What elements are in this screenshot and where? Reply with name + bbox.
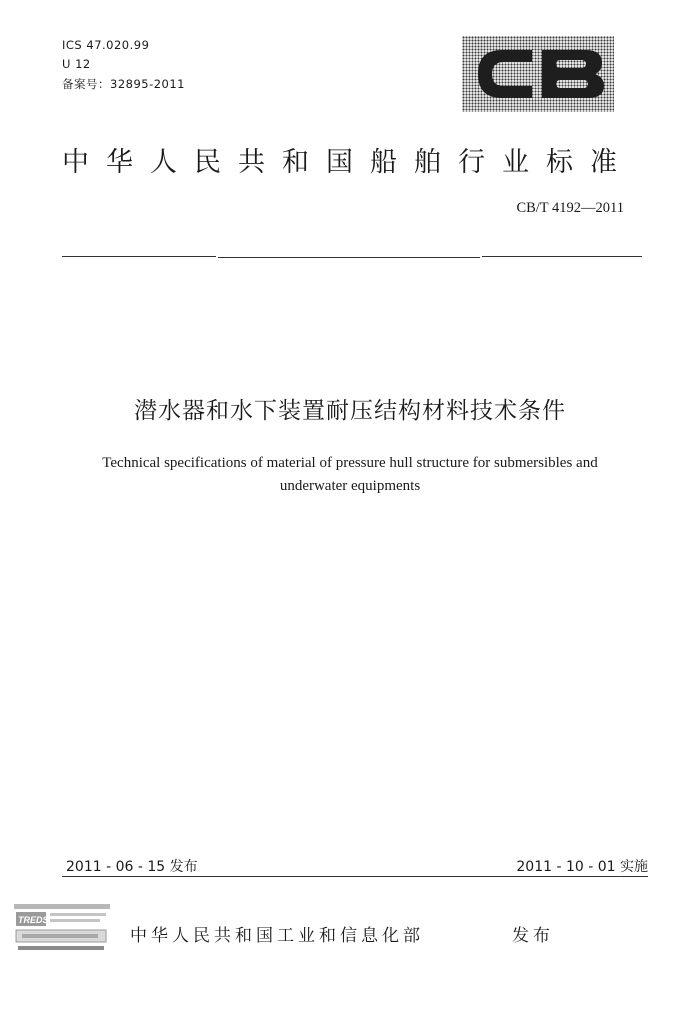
implement-date: 2011 - 10 - 01 实施 [516, 859, 648, 875]
stamp-text: TREDS [18, 915, 49, 925]
separator-line [482, 256, 642, 257]
release-date: 2011 - 06 - 15 发布 [66, 859, 198, 875]
standard-code: CB/T 4192—2011 [516, 200, 624, 216]
publish-label: 发布 [512, 926, 554, 946]
ccs-code: U 12 [62, 57, 91, 71]
registration-stamp [14, 904, 110, 954]
separator-line [62, 256, 216, 257]
document-title-en [40, 452, 660, 498]
title-en-line: underwater equipments [279, 478, 421, 494]
title-en-line: Technical specifications of material of pressure hull structure for submersibles and [102, 455, 598, 471]
ics-code: ICS 47.020.99 [62, 38, 150, 52]
document-title-cn: 潜水器和水下装置耐压结构材料技术条件 [134, 398, 566, 424]
cb-logo [462, 36, 614, 112]
record-number: 备案号：32895-2011 [62, 77, 185, 91]
date-separator-line [62, 876, 648, 877]
separator-line [218, 257, 480, 258]
industry-standard-title: 中华人民共和国船舶行业标准 [62, 147, 634, 178]
issuing-authority: 中华人民共和国工业和信息化部 [130, 926, 424, 946]
